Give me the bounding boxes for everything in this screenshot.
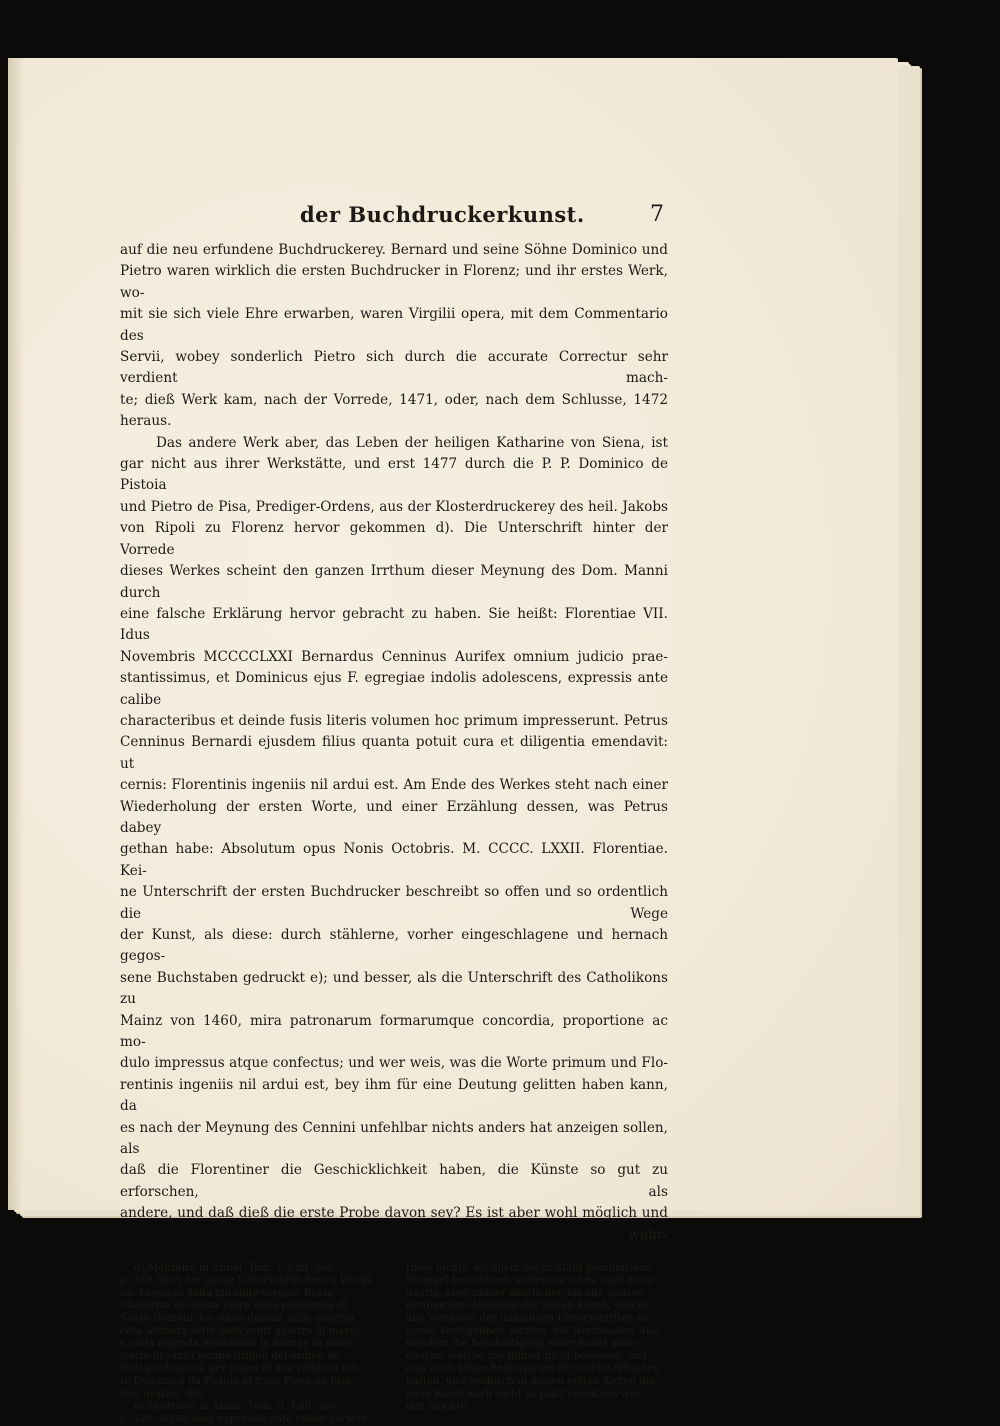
text-line: Das andere Werk aber, das Leben der heiligen Katharine von Siena, ist	[156, 434, 668, 451]
text-line: Santo Domenicho: Anno domini mille quattro	[120, 1313, 354, 1325]
text-line: te Domenico da Pistoia et frate Piero da Pisa:	[120, 1376, 355, 1388]
text-line: neue Kunst auch nicht so platt verrathen wer-	[406, 1388, 645, 1400]
text-line: von Ripoli zu Florenz hervor gekommen d). Die Unterschrift hinter der Vorrede	[120, 520, 668, 558]
text-line: Mainz von 1460, mira patronarum formarumque concordia, proportione ac mo-	[120, 1012, 668, 1051]
text-line: mit sie sich viele Ehre erwarben, waren Virgilii opera, mit dem Commentario des	[120, 306, 668, 344]
text-line: p. 379 führt die ganze Unterschrift dieses Werks	[120, 1275, 372, 1287]
text-line: Cenninus Bernardi ejusdem filius quanta potuit cura et diligentia emendavit: ut	[120, 734, 668, 772]
text-line: drücken die Beschäftigung einer Kunst anzu-	[406, 1338, 640, 1350]
text-line: e stata legenda inprontata in firenȩe al moni-	[120, 1338, 355, 1350]
page-content	[120, 200, 668, 1426]
page-number: 7	[650, 202, 664, 227]
text-line: Novembris MCCCCLXXI Bernardus Cenninus Aurifex omnium judicio prae-	[120, 648, 668, 665]
text-line: dieses Werkes scheint den ganzen Irrthum dieser Meynung des Dom. Manni durch	[120, 563, 668, 601]
footnotes	[120, 1263, 668, 1426]
text-line: den möchte.	[406, 1401, 470, 1413]
text-line: Pietro waren wirklich die ersten Buchdrucker in Florenz; und ihr erstes Werk, wo-	[120, 263, 668, 301]
text-line: Servii, wobey sonderlich Pietro sich durch die accurate Correctur sehr verdient mach-	[120, 349, 668, 387]
text-line: ribus nichts, als allein die in Stahl geschnittene	[406, 1262, 653, 1274]
text-line: gethan habe: Absolutum opus Nonis Octobris. M. CCCC. LXXII. Florentiae. Kei-	[120, 841, 668, 879]
text-line: d) Maittaire in Annal. Tom. I. Edit. nov.	[134, 1262, 336, 1274]
main-text	[120, 240, 668, 1225]
page-header	[120, 200, 668, 240]
text-line: also auch keine Redensarten für solche erfunden	[406, 1363, 660, 1375]
text-line: sterio di santo iacobo dripoli del ordine de	[120, 1350, 340, 1362]
text-line: eine falsche Erklärung hervor gebracht zu haben. Sie heißt: Florentiae VII. Idus	[120, 605, 668, 644]
text-line: Stempel bezeichnen wollen: so ist es wohl zwey-	[406, 1275, 657, 1287]
text-line: dulo impressus atque confectus; und wer weis, was die Worte primum und Flo-	[120, 1055, 668, 1072]
text-line: frati predicatori, per mano di dua religiosi fra-	[120, 1363, 361, 1375]
text-line: Chaterina de Siena fuora della penitentia di	[120, 1300, 348, 1312]
text-line: cernis: Florentinis ingeniis nil ardui est. Am Ende des Werkes steht nach einer	[120, 777, 668, 794]
text-line: p. 320. Sollte dieß expressis ante calibe caracte-	[120, 1413, 372, 1425]
text-line: große Verlegenheit setzten, mit lateinischen Aus-	[406, 1325, 662, 1337]
catchword: wahr-	[628, 1226, 668, 1243]
text-line: daß die Florentiner die Geschicklichkeit haben, die Künste so gut zu erforschen, als	[120, 1162, 668, 1200]
text-line: hatten, und wodurch in diesen ersten Zeiten die	[406, 1376, 656, 1388]
text-line: Deo gratias. 4to.	[120, 1388, 206, 1400]
text-line: alle Verfasser der damaligen Unterschriften in	[406, 1313, 647, 1325]
text-line: andere, und daß dieß die erste Probe davon sey? Es ist aber wohl möglich und	[120, 1205, 668, 1222]
text-line: characteribus et deinde fusis literis volumen hoc primum impresserunt. Petrus	[120, 712, 668, 729]
text-line: sene Buchstaben gedruckt e); und besser, als die Unterschrift des Catholikons zu	[120, 969, 668, 1008]
text-line: deutig, aber immer deutlicher, als alle andere	[406, 1287, 643, 1299]
text-line: dergleichen Anzeigen der neuen Kunst, welche	[406, 1300, 650, 1312]
text-line: es nach der Meynung des Cennini unfehlbar nichts anders hat anzeigen sollen, als	[120, 1119, 668, 1158]
text-line: ne Unterschrift der ersten Buchdrucker beschreibt so offen und so ordentlich die Wege	[120, 884, 668, 922]
text-line: te; dieß Werk kam, nach der Vorrede, 1471, oder, nach dem Schlusse, 1472 heraus.	[120, 391, 668, 430]
page-gutter-shadow	[8, 58, 24, 1210]
footnotes-left-column	[120, 1263, 382, 1426]
text-line: und Pietro de Pisa, Prediger-Ordens, aus der Klosterdruckerey des heil. Jakobs	[120, 498, 668, 515]
text-line: an. Legenda della mirabile vergine Beata	[120, 1287, 334, 1299]
text-line: auf die neu erfundene Buchdruckerey. Bernard und seine Söhne Dominico und	[120, 242, 668, 258]
running-head: der Buchdruckerkunst.	[300, 202, 585, 227]
text-line: e) Maittaire in Annal. Tom. II. Edit. nov.	[134, 1401, 340, 1413]
text-line: Wiederholung der ersten Worte, und einer Erzählung dessen, was Petrus dabey	[120, 798, 668, 836]
footnotes-right-column	[406, 1263, 668, 1426]
text-line: der Kunst, als diese: durch stählerne, vorher eingeschlagene und hernach gegos-	[120, 927, 668, 965]
text-line: rentinis ingeniis nil ardui est, bey ihm für eine Deutung gelitten haben kann, da	[120, 1076, 668, 1115]
text-line: stantissimus, et Dominicus ejus F. egregiae indolis adolescens, expressis ante calibe	[120, 670, 668, 708]
text-line: deuten, welche die Römer nicht besessen, und	[406, 1350, 647, 1362]
text-line: gar nicht aus ihrer Werkstätte, und erst 1477 durch die P. P. Dominico de Pistoia	[120, 456, 668, 494]
text-line: cēto settanta sette addi venti quattro di marȩo	[120, 1325, 362, 1337]
